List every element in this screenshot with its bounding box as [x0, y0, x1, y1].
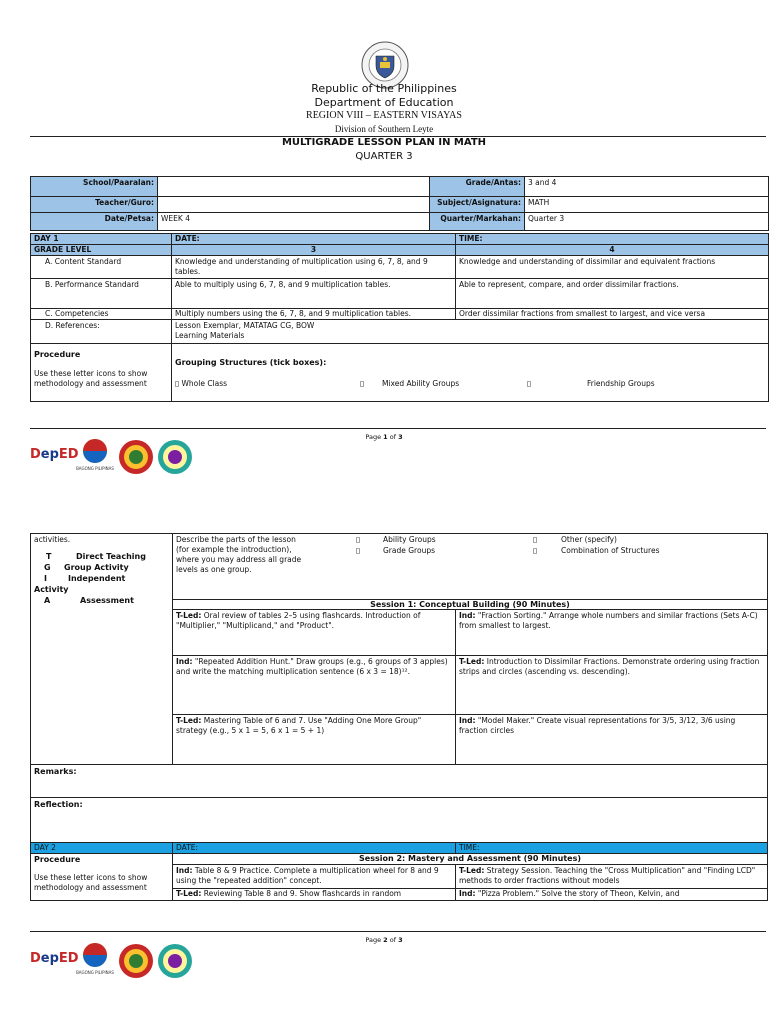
teacher-label: Teacher/Guro:	[31, 197, 158, 213]
s1-r2-g4-text: Introduction to Dissimilar Fractions. Demonstrate ordering using fraction strips and circles (ascending vs. descending).	[459, 657, 760, 676]
reference-2: Learning Materials	[175, 331, 245, 340]
grade-groups-checkbox[interactable]: ▯	[356, 546, 361, 555]
date-label: Date/Petsa:	[31, 213, 158, 231]
other-checkbox[interactable]: ▯	[533, 535, 538, 544]
methodology-cell	[30, 533, 173, 765]
page-num-2: 2	[383, 936, 388, 944]
teacher-value	[158, 197, 430, 213]
footer-rule-2	[30, 931, 766, 932]
day1-time: TIME:	[456, 234, 769, 245]
icon-t-label: Direct Teaching	[76, 552, 146, 561]
day2-procedure-note: Use these letter icons to show methodology and assessment	[34, 873, 148, 892]
division-text: Division of Southern Leyte	[334, 124, 434, 134]
session-2-header: Session 2: Mastery and Assessment (90 Minutes)	[172, 853, 768, 865]
content-standard-g3: Knowledge and understanding of multiplication using 6, 7, 8, and 9 tables.	[172, 256, 456, 279]
s1-r3-g4-text: "Model Maker." Create visual representations for 3/5, 3/12, 3/6 using fraction circles	[459, 716, 736, 735]
s1-r2-g3-tag: Ind:	[176, 657, 193, 666]
deped-logo-1: DepED	[30, 447, 79, 462]
friendship-groups-checkbox[interactable]: ▯	[527, 379, 532, 388]
describe-line-1: Describe the parts of the lesson	[176, 535, 296, 544]
school-seal-logo-1	[157, 439, 193, 475]
day2-time: TIME:	[455, 842, 768, 854]
whole-class-option[interactable]: ▯ Whole Class	[175, 379, 228, 388]
session-1-header: Session 1: Conceptual Building (90 Minutes)	[172, 599, 768, 610]
other-label: Other (specify)	[561, 535, 617, 544]
ability-groups-label: Ability Groups	[383, 535, 436, 544]
procedure-note: Use these letter icons to show methodology and assessment	[34, 369, 148, 388]
describe-line-2: (for example the introduction),	[176, 545, 292, 554]
info-table	[30, 176, 769, 231]
page-title: MULTIGRADE LESSON PLAN IN MATH	[281, 137, 487, 148]
icon-g-label: Group Activity	[64, 563, 129, 572]
icon-i-activity: Activity	[34, 585, 69, 594]
performance-standard-g4: Able to represent, compare, and order dissimilar fractions.	[456, 279, 769, 309]
s2-r1-g4-tag: T-Led:	[459, 866, 485, 875]
bagong-pilipinas-logo-1	[78, 436, 112, 472]
ability-groups-checkbox[interactable]: ▯	[356, 535, 361, 544]
grade-level-label: GRADE LEVEL	[31, 245, 172, 256]
competencies-g4: Order dissimilar fractions from smallest to largest, and vice versa	[456, 309, 769, 320]
s2-r1-g3-tag: Ind:	[176, 866, 193, 875]
competencies-label: C. Competencies	[31, 309, 172, 320]
page-total-2: 3	[398, 936, 403, 944]
s1-r3-g3-tag: T-Led:	[176, 716, 202, 725]
division-seal-logo-1	[118, 439, 154, 475]
s1-r3-g3-text: Mastering Table of 6 and 7. Use "Adding One More Group" strategy (e.g., 5 x 1 = 5, 6 x 1 = 5 + 1)	[176, 716, 422, 735]
footer-rule-1	[30, 428, 766, 429]
grouping-cont-cell	[172, 533, 768, 600]
remarks-row: Remarks:	[30, 764, 768, 798]
date-value: WEEK 4	[158, 213, 430, 231]
combination-checkbox[interactable]: ▯	[533, 546, 538, 555]
s1-row3-g3	[172, 714, 456, 765]
s2-r2-g4-text: "Pizza Problem." Solve the story of Theon, Kelvin, and	[475, 889, 680, 898]
subject-label: Subject/Asignatura:	[430, 197, 525, 213]
grade-label: Grade/Antas:	[430, 177, 525, 197]
performance-standard-g3: Able to multiply using 6, 7, 8, and 9 multiplication tables.	[172, 279, 456, 309]
day2-label: DAY 2	[30, 842, 173, 854]
content-standard-g4: Knowledge and understanding of dissimilar and equivalent fractions	[456, 256, 769, 279]
day1-table	[30, 233, 769, 402]
s2-row2-g4	[455, 888, 768, 901]
s1-r3-g4-tag: Ind:	[459, 716, 476, 725]
s1-row1-g3	[172, 609, 456, 656]
icon-a: A Assessment	[44, 596, 134, 605]
quarter-title: QUARTER 3	[355, 151, 413, 162]
republic-text: Republic of the Philippines	[311, 82, 457, 95]
page-1-number	[0, 433, 768, 441]
icon-i-label: Independent	[68, 574, 126, 583]
procedure-cell	[31, 344, 172, 402]
day2-procedure-label: Procedure	[34, 855, 81, 864]
describe-line-3: where you may address all grade	[176, 555, 302, 564]
region-text: REGION VIII – EASTERN VISAYAS	[306, 110, 462, 121]
grade-4-header: 4	[456, 245, 769, 256]
school-label: School/Paaralan:	[31, 177, 158, 197]
mixed-groups-label: Mixed Ability Groups	[382, 379, 460, 388]
s2-row2-g3	[172, 888, 456, 901]
s1-r1-g3-text: Oral review of tables 2–5 using flashcards. Introduction of "Multiplier," "Multiplicand," and "Product".	[176, 611, 421, 630]
page-total: 3	[398, 433, 403, 441]
s2-r2-g3-tag: T-Led:	[176, 889, 202, 898]
quarter-value: Quarter 3	[525, 213, 769, 231]
s1-r2-g4-tag: T-Led:	[459, 657, 485, 666]
s1-r1-g4-text: "Fraction Sorting." Arrange whole numbers and similar fractions (Sets A-C) from smallest to largest.	[459, 611, 758, 630]
grouping-cell	[172, 344, 769, 402]
day1-label: DAY 1	[31, 234, 172, 245]
school-value	[158, 177, 430, 197]
reference-1: Lesson Exemplar, MATATAG CG, BOW	[175, 321, 315, 330]
s2-row1-g3	[172, 864, 456, 889]
grade-groups-label: Grade Groups	[383, 546, 435, 555]
s2-r1-g4-text: Strategy Session. Teaching the "Cross Multiplication" and "Finding LCD" methods to order fractions without models	[459, 866, 756, 885]
page-2-number	[0, 936, 768, 944]
grade-3-header: 3	[172, 245, 456, 256]
s1-r2-g3-text: "Repeated Addition Hunt." Draw groups (e.g., 6 groups of 3 apples) and write the matching multiplication sentence (6 x 3 = 18)¹².	[176, 657, 448, 676]
page-word-2: Page	[365, 936, 382, 944]
quarter-label: Quarter/Markahan:	[430, 213, 525, 231]
bagong-pilipinas-logo-2	[78, 940, 112, 976]
svg-text:BAGONG PILIPINAS: BAGONG PILIPINAS	[76, 970, 114, 975]
s1-row1-g4	[455, 609, 768, 656]
content-standard-label: A. Content Standard	[31, 256, 172, 279]
icon-t: T Direct Teaching	[46, 552, 146, 561]
describe-text	[176, 535, 301, 575]
page-word: Page	[365, 433, 382, 441]
references-value	[172, 320, 769, 344]
s1-r1-g3-tag: T-Led:	[176, 611, 202, 620]
page-num: 1	[383, 433, 388, 441]
combination-label: Combination of Structures	[561, 546, 660, 555]
page-of: of	[389, 433, 397, 441]
icon-i: I Independent	[44, 574, 126, 583]
s2-r1-g3-text: Table 8 & 9 Practice. Complete a multiplication wheel for 8 and 9 using the "repeated addition" concept.	[176, 866, 439, 885]
s2-row1-g4	[455, 864, 768, 889]
competencies-g3: Multiply numbers using the 6, 7, 8, and 9 multiplication tables.	[172, 309, 456, 320]
references-label: D. References:	[31, 320, 172, 344]
reflection-row: Reflection:	[30, 797, 768, 843]
s2-r2-g3-text: Reviewing Table 8 and 9. Show flashcards in random	[201, 889, 402, 898]
activities-text: activities.	[34, 535, 71, 544]
describe-line-4: levels as one group.	[176, 565, 252, 574]
s1-r1-g4-tag: Ind:	[459, 611, 476, 620]
s1-row2-g3	[172, 655, 456, 715]
s1-row3-g4	[455, 714, 768, 765]
s2-r2-g4-tag: Ind:	[459, 889, 476, 898]
department-text: Department of Education	[314, 96, 454, 109]
day2-date: DATE:	[172, 842, 456, 854]
friendship-groups-label: Friendship Groups	[587, 379, 655, 388]
subject-value: MATH	[525, 197, 769, 213]
letter-icons	[34, 551, 169, 606]
performance-standard-label: B. Performance Standard	[31, 279, 172, 309]
mixed-groups-checkbox[interactable]: ▯	[360, 379, 365, 388]
deped-logo-2: DepED	[30, 951, 79, 966]
grouping-title: Grouping Structures (tick boxes):	[175, 358, 327, 367]
icon-a-label: Assessment	[80, 596, 134, 605]
day1-date: DATE:	[172, 234, 456, 245]
procedure-label: Procedure	[34, 350, 81, 359]
page-of-2: of	[389, 936, 397, 944]
s1-row2-g4	[455, 655, 768, 715]
division-seal-logo-2	[118, 943, 154, 979]
icon-g: G Group Activity	[44, 563, 129, 572]
svg-text:BAGONG PILIPINAS: BAGONG PILIPINAS	[76, 466, 114, 471]
school-seal-logo-2	[157, 943, 193, 979]
grade-value: 3 and 4	[525, 177, 769, 197]
day2-procedure-cell	[30, 853, 173, 901]
